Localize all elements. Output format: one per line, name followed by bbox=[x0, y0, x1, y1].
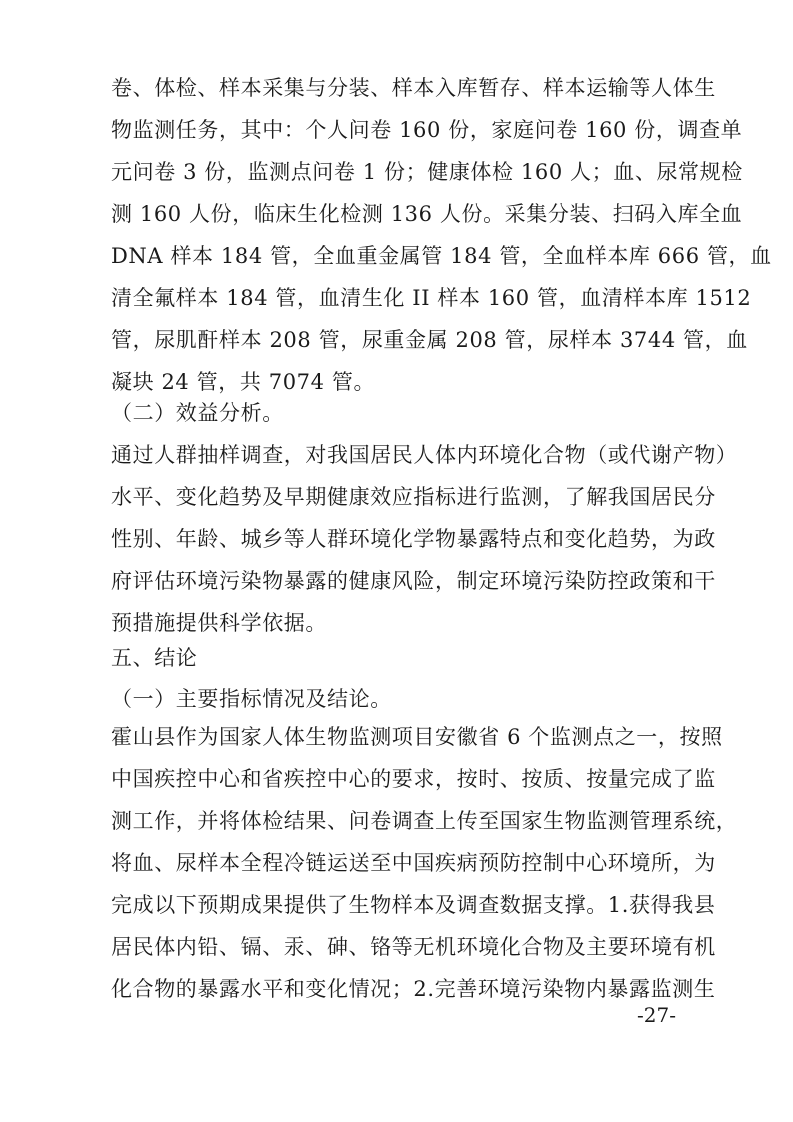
text-line-21: 完成以下预期成果提供了生物样本及调查数据支撑。1.获得我县 bbox=[111, 893, 716, 917]
text-line-20: 将血、尿样本全程冷链运送至中国疾病预防控制中心环境所，为 bbox=[111, 851, 716, 875]
text-line-22: 居民体内铅、镉、汞、砷、铬等无机环境化合物及主要环境有机 bbox=[111, 935, 716, 959]
section-heading-main-indicators: （一）主要指标情况及结论。 bbox=[111, 687, 392, 711]
chapter-heading-conclusion: 五、结论 bbox=[111, 646, 198, 670]
text-line-5: DNA 样本 184 管，全血重金属管 184 管，全血样本库 666 管，血 bbox=[111, 244, 772, 268]
text-line-6: 清全氟样本 184 管，血清生化 II 样本 160 管，血清样本库 1512 bbox=[111, 286, 752, 310]
text-line-3: 元问卷 3 份，监测点问卷 1 份；健康体检 160 人；血、尿常规检 bbox=[111, 160, 743, 184]
text-line-10: 通过人群抽样调查，对我国居民人体内环境化合物（或代谢产物） bbox=[111, 443, 738, 467]
text-line-7: 管，尿肌酐样本 208 管，尿重金属 208 管，尿样本 3744 管，血 bbox=[111, 328, 748, 352]
text-line-11: 水平、变化趋势及早期健康效应指标进行监测，了解我国居民分 bbox=[111, 485, 716, 509]
text-line-1: 卷、体检、样本采集与分装、样本入库暂存、样本运输等人体生 bbox=[111, 76, 716, 100]
text-line-23: 化合物的暴露水平和变化情况；2.完善环境污染物内暴露监测生 bbox=[111, 977, 716, 1001]
section-heading-benefit-analysis: （二）效益分析。 bbox=[111, 401, 284, 425]
text-line-13: 府评估环境污染物暴露的健康风险，制定环境污染防控政策和干 bbox=[111, 569, 716, 593]
page-number: -27- bbox=[637, 1003, 676, 1027]
text-line-17: 霍山县作为国家人体生物监测项目安徽省 6 个监测点之一，按照 bbox=[111, 725, 723, 749]
text-line-18: 中国疾控中心和省疾控中心的要求，按时、按质、按量完成了监 bbox=[111, 767, 716, 791]
text-line-2: 物监测任务，其中：个人问卷 160 份，家庭问卷 160 份，调查单 bbox=[111, 118, 743, 142]
text-line-19: 测工作，并将体检结果、问卷调查上传至国家生物监测管理系统， bbox=[111, 809, 738, 833]
text-line-8: 凝块 24 管，共 7074 管。 bbox=[111, 370, 376, 394]
text-line-12: 性别、年龄、城乡等人群环境化学物暴露特点和变化趋势，为政 bbox=[111, 527, 716, 551]
text-line-14: 预措施提供科学依据。 bbox=[111, 611, 327, 635]
text-line-4: 测 160 人份，临床生化检测 136 人份。采集分装、扫码入库全血 bbox=[111, 202, 743, 226]
